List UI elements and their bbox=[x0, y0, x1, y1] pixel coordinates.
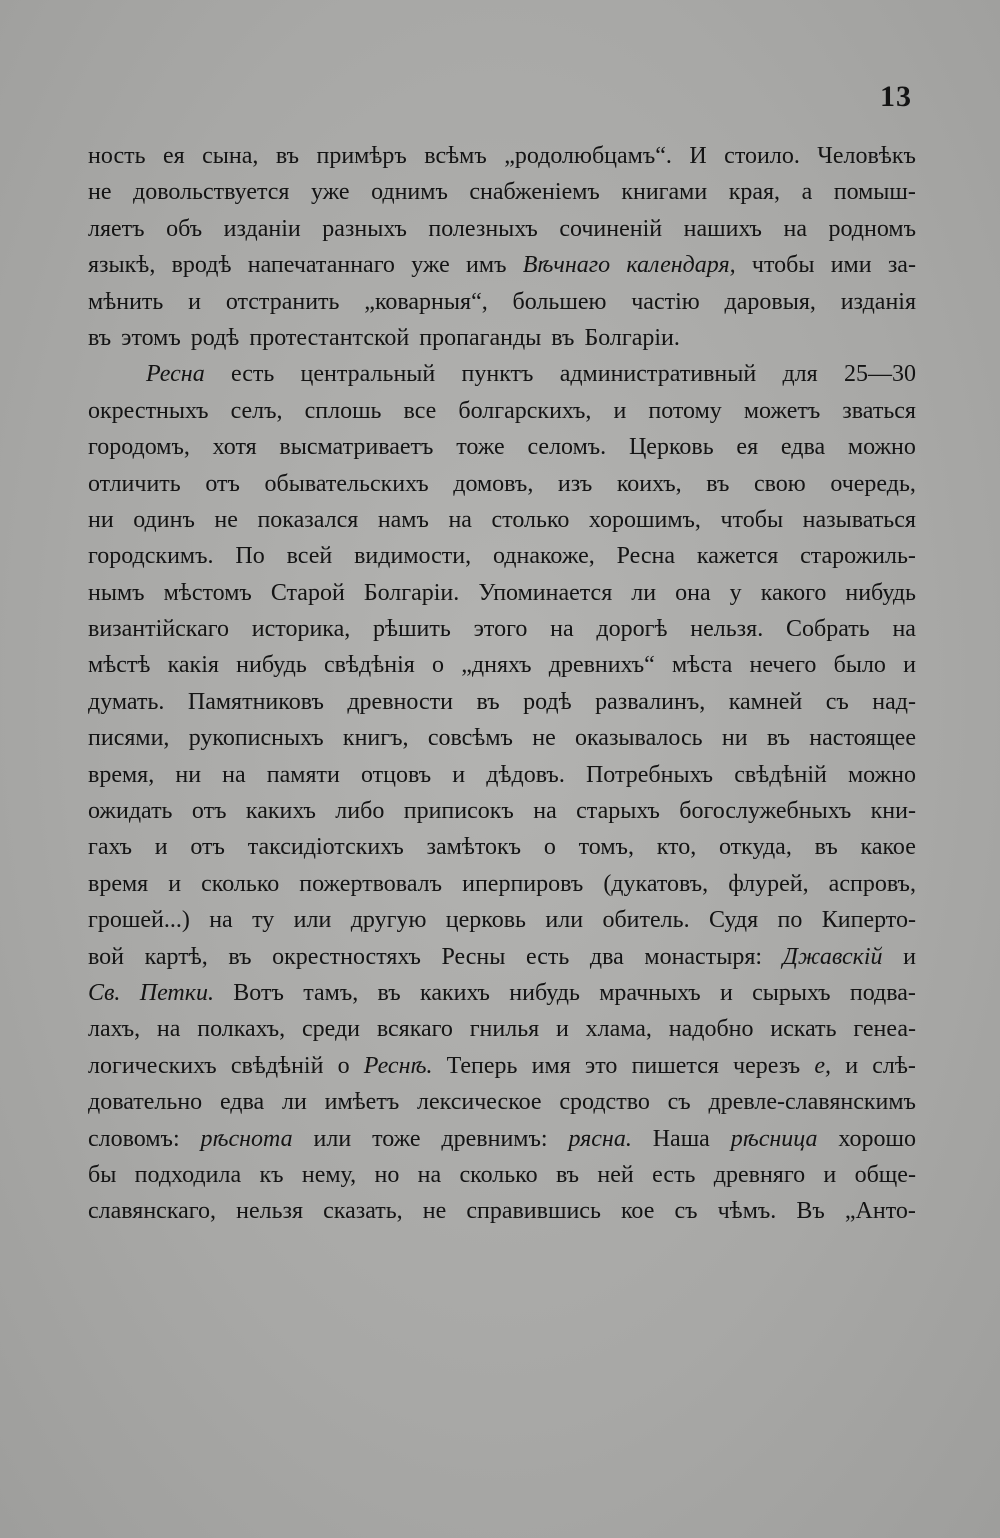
text-line: довательно едва ли имѣетъ лексическое сродство съ древле-славянскимъ bbox=[88, 1089, 916, 1116]
text-line: время и сколько пожертвовалъ иперпировъ (дукатовъ, флурей, аспровъ, bbox=[88, 870, 916, 897]
text-line: ожидать отъ какихъ либо приписокъ на старыхъ богослужебныхъ кни- bbox=[88, 798, 916, 825]
text-line: окрестныхъ селъ, сплошь все болгарскихъ, и потому можетъ зваться bbox=[88, 397, 916, 424]
text-line: мѣстѣ какія нибудь свѣдѣнія о „дняхъ древнихъ“ мѣста нечего было и bbox=[88, 652, 916, 679]
text-line: грошей...) на ту или другую церковь или обитель. Судя по Киперто- bbox=[88, 907, 916, 934]
text-line: Ресна есть центральный пунктъ административный для 25—30 bbox=[146, 361, 916, 388]
text-line: гахъ и отъ таксидіотскихъ замѣтокъ о томъ, кто, откуда, въ какое bbox=[88, 834, 916, 861]
text-line: городскимъ. По всей видимости, однакоже, Ресна кажется старожиль- bbox=[88, 543, 916, 570]
text-line: думать. Памятниковъ древности въ родѣ развалинъ, камней съ над- bbox=[88, 688, 916, 715]
text-line: въ этомъ родѣ протестантской пропаганды въ Болгаріи. bbox=[88, 324, 680, 351]
text-line: мѣнить и отстранить „коварныя“, большею частію даровыя, изданія bbox=[88, 288, 916, 315]
text-line: славянскаго, нельзя сказать, не справившись кое съ чѣмъ. Въ „Анто- bbox=[88, 1198, 916, 1225]
text-line: не довольствуется уже однимъ снабженіемъ книгами края, а помыш- bbox=[88, 179, 916, 206]
text-line: ни одинъ не показался намъ на столько хорошимъ, чтобы называться bbox=[88, 506, 916, 533]
text-line: лахъ, на полкахъ, среди всякаго гнилья и хлама, надобно искать генеа- bbox=[88, 1016, 916, 1043]
body-text bbox=[88, 138, 916, 1230]
text-line: ность ея сына, въ примѣръ всѣмъ „родолюбцамъ“. И стоило. Человѣкъ bbox=[88, 143, 916, 169]
text-line: Св. Петки. Вотъ тамъ, въ какихъ нибудь мрачныхъ и сырыхъ подва- bbox=[88, 979, 916, 1006]
text-line: нымъ мѣстомъ Старой Болгаріи. Упоминается ли она у какого нибудь bbox=[88, 579, 916, 606]
text-line: ляетъ объ изданіи разныхъ полезныхъ сочиненій нашихъ на родномъ bbox=[88, 215, 916, 242]
text-line: логическихъ свѣдѣній о Реснѣ. Теперь имя это пишется черезъ е, и слѣ- bbox=[88, 1052, 916, 1079]
text-line: бы подходила къ нему, но на сколько въ ней есть древняго и обще- bbox=[88, 1161, 916, 1188]
page-number: 13 bbox=[880, 80, 912, 113]
text-line: писями, рукописныхъ книгъ, совсѣмъ не оказывалось ни въ настоящее bbox=[88, 725, 916, 752]
text-line: вой картѣ, въ окрестностяхъ Ресны есть два монастыря: Джавскій и bbox=[88, 943, 916, 970]
text-line: языкѣ, вродѣ напечатаннаго уже имъ Вѣчнаго календаря, чтобы ими за- bbox=[88, 252, 916, 279]
text-line: время, ни на памяти отцовъ и дѣдовъ. Потребныхъ свѣдѣній можно bbox=[88, 761, 916, 788]
text-line: городомъ, хотя высматриваетъ тоже селомъ. Церковь ея едва можно bbox=[88, 434, 916, 461]
text-line: отличить отъ обывательскихъ домовъ, изъ коихъ, въ свою очередь, bbox=[88, 470, 916, 497]
text-line: византійскаго историка, рѣшить этого на дорогѣ нельзя. Собрать на bbox=[88, 616, 916, 643]
text-line: словомъ: рѣснота или тоже древнимъ: рясна. Наша рѣсница хорошо bbox=[88, 1125, 916, 1152]
